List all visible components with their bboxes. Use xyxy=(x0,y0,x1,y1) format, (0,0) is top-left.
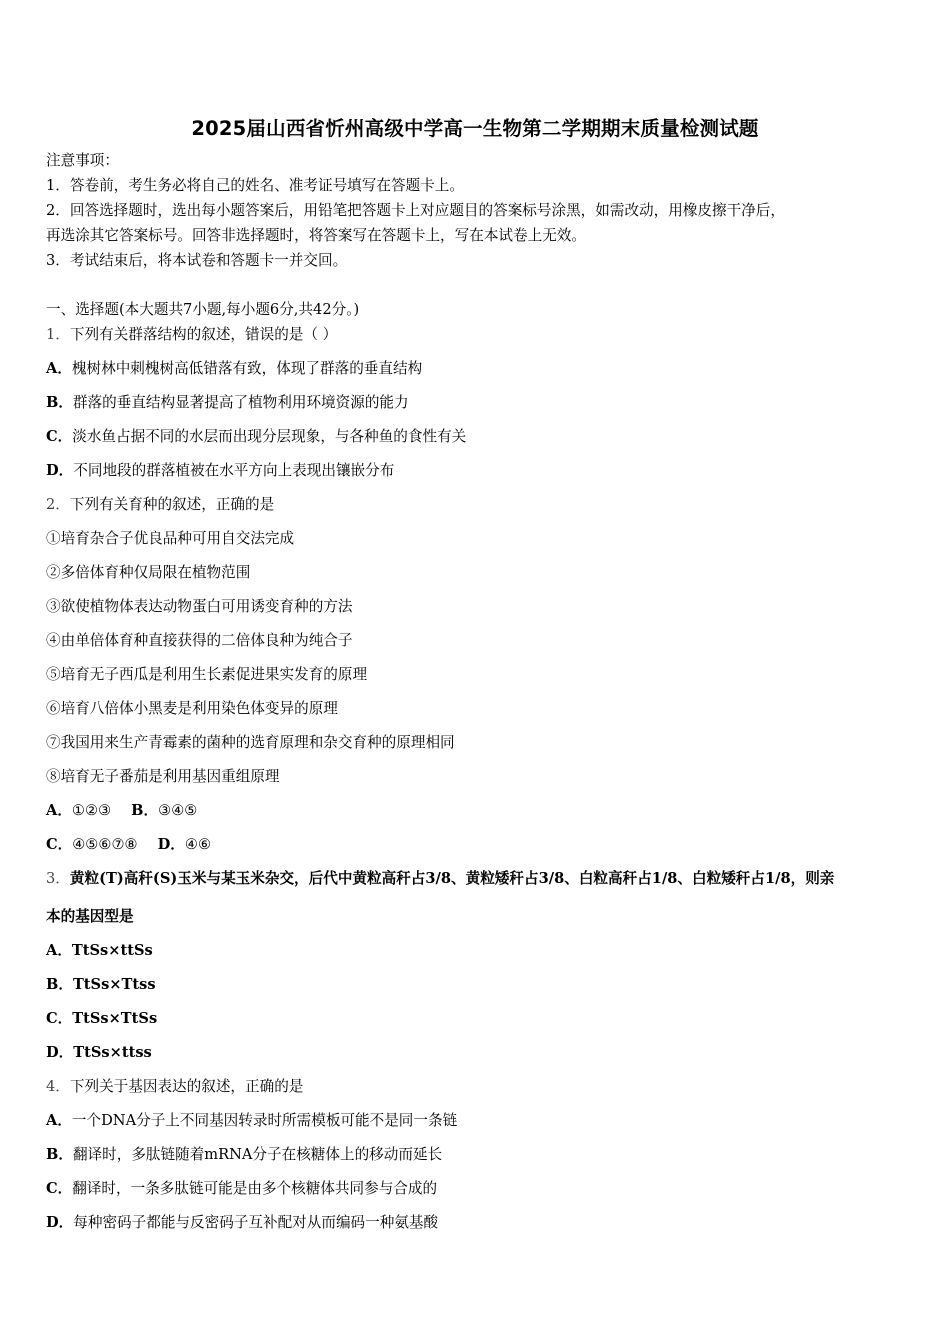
statement-item: ⑤培育无子西瓜是利用生长素促进果实发育的原理 xyxy=(46,666,368,683)
question-number: 2． xyxy=(46,496,70,513)
option-a xyxy=(46,359,422,379)
option-text: 不同地段的群落植被在水平方向上表现出镶嵌分布 xyxy=(73,462,395,479)
statement-item: ①培育杂合子优良品种可用自交法完成 xyxy=(46,530,295,547)
question-stem: 下列有关群落结构的叙述，错误的是（ ） xyxy=(69,326,338,343)
statement-item: ②多倍体育种仅局限在植物范围 xyxy=(46,564,251,581)
option-label: A． xyxy=(46,1112,72,1129)
option-label: B． xyxy=(46,976,73,993)
option-label: B． xyxy=(131,802,159,819)
option-text: ④⑤⑥⑦⑧ xyxy=(72,836,138,853)
option-label: C． xyxy=(46,1180,73,1197)
notice-item: 3．考试结束后，将本试卷和答题卡一并交回。 xyxy=(46,252,348,269)
option-label: C． xyxy=(46,1010,73,1027)
option-label: B． xyxy=(46,394,73,411)
option-text: TtSs×TtSs xyxy=(72,1010,158,1027)
options-row-cd xyxy=(46,835,211,855)
option-label: B． xyxy=(46,1146,73,1163)
statement-item: ④由单倍体育种直接获得的二倍体良种为纯合子 xyxy=(46,632,353,649)
statement-item: ③欲使植物体表达动物蛋白可用诱变育种的方法 xyxy=(46,598,353,615)
option-c xyxy=(46,427,466,447)
option-a xyxy=(46,1111,457,1131)
option-text: 淡水鱼占据不同的水层而出现分层现象，与各种鱼的食性有关 xyxy=(72,428,467,445)
question-2 xyxy=(46,495,274,515)
notice-item: 2．回答选择题时，选出每小题答案后，用铅笔把答题卡上对应题目的答案标号涂黑，如需改动，用橡皮擦干净后， xyxy=(46,202,785,219)
section-heading: 一、选择题(本大题共7小题,每小题6分,共42分。) xyxy=(46,301,360,318)
option-label: C． xyxy=(46,428,73,445)
question-stem: 下列有关育种的叙述，正确的是 xyxy=(69,496,275,513)
option-text: TtSs×ttss xyxy=(73,1044,152,1061)
option-text: ④⑥ xyxy=(184,836,212,853)
option-label: A． xyxy=(46,802,72,819)
option-b xyxy=(46,393,409,413)
option-text: ③④⑤ xyxy=(158,802,198,819)
option-d xyxy=(46,461,394,481)
option-label: D． xyxy=(46,1214,74,1231)
question-1 xyxy=(46,325,337,345)
option-d xyxy=(46,1213,438,1233)
option-label: D． xyxy=(157,836,185,853)
question-number: 4． xyxy=(46,1078,70,1095)
notice-item: 再选涂其它答案标号。回答非选择题时，将答案写在答题卡上，写在本试卷上无效。 xyxy=(46,227,586,244)
option-text: 翻译时，一条多肽链可能是由多个核糖体共同参与合成的 xyxy=(72,1180,438,1197)
option-text: TtSs×Ttss xyxy=(72,976,156,993)
question-stem: 下列关于基因表达的叙述，正确的是 xyxy=(69,1078,304,1095)
option-text: 翻译时，多肽链随着mRNA分子在核糖体上的移动而延长 xyxy=(72,1146,443,1163)
question-3 xyxy=(46,869,834,889)
option-b xyxy=(46,975,156,995)
option-text: ①②③ xyxy=(71,802,112,819)
option-c xyxy=(46,1179,437,1199)
notice-heading: 注意事项： xyxy=(46,152,119,169)
options-row-ab xyxy=(46,801,197,821)
question-number: 1． xyxy=(46,326,70,343)
notice-item: 1．答卷前，考生务必将自己的姓名、准考证号填写在答题卡上。 xyxy=(46,177,464,194)
option-label: A． xyxy=(46,942,72,959)
statement-item: ⑦我国用来生产青霉素的菌种的选育原理和杂交育种的原理相同 xyxy=(46,734,455,751)
option-label: D． xyxy=(46,1044,74,1061)
question-stem: 黄粒(T)高秆(S)玉米与某玉米杂交，后代中黄粒高秆占3/8、黄粒矮秆占3/8、白粒高秆占1/8、白粒矮秆占1/8，则亲 xyxy=(69,870,835,887)
option-label: C． xyxy=(46,836,73,853)
option-text: 每种密码子都能与反密码子互补配对从而编码一种氨基酸 xyxy=(73,1214,439,1231)
question-stem-continued: 本的基因型是 xyxy=(46,908,134,925)
statement-item: ⑥培育八倍体小黑麦是利用染色体变异的原理 xyxy=(46,700,338,717)
option-label: A． xyxy=(46,360,72,377)
question-number: 3． xyxy=(46,870,70,887)
page-title: 2025届山西省忻州高级中学高一生物第二学期期末质量检测试题 xyxy=(191,117,759,140)
option-c xyxy=(46,1009,157,1029)
option-text: TtSs×ttSs xyxy=(71,942,153,959)
option-a xyxy=(46,941,153,961)
option-b xyxy=(46,1145,442,1165)
option-text: 群落的垂直结构显著提高了植物利用环境资源的能力 xyxy=(72,394,409,411)
option-label: D． xyxy=(46,462,74,479)
option-d xyxy=(46,1043,152,1063)
option-text: 槐树林中刺槐树高低错落有致，体现了群落的垂直结构 xyxy=(71,360,423,377)
question-4 xyxy=(46,1077,303,1097)
option-text: 一个DNA分子上不同基因转录时所需模板可能不是同一条链 xyxy=(71,1112,458,1129)
statement-item: ⑧培育无子番茄是利用基因重组原理 xyxy=(46,768,280,785)
